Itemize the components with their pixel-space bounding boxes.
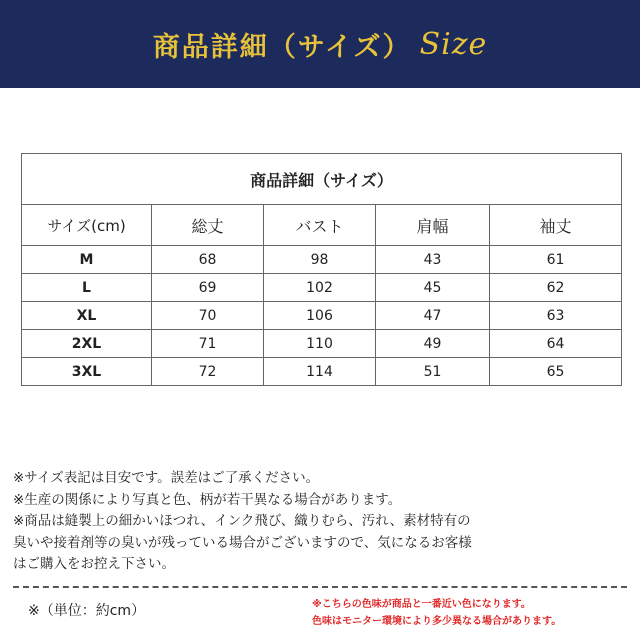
color-note-line: ※こちらの色味が商品と一番近い色になります。	[312, 599, 531, 610]
note-line: はご購入をお控え下さい。	[13, 556, 175, 572]
bust-cell: 106	[264, 302, 376, 330]
shoulder-cell: 47	[376, 302, 490, 330]
banner-title: 商品詳細（サイズ）	[152, 31, 412, 63]
length-cell: 72	[152, 358, 264, 386]
shoulder-cell: 43	[376, 246, 490, 274]
note-line: ※生産の関係により写真と色、柄が若干異なる場合があります。	[13, 491, 402, 508]
title-banner	[0, 0, 640, 88]
bust-cell: 114	[264, 358, 376, 386]
size-cell: M	[22, 246, 152, 274]
header-shoulder: 肩幅	[376, 205, 490, 246]
size-cell: L	[22, 274, 152, 302]
sleeve-cell: 65	[490, 358, 622, 386]
sleeve-cell: 61	[490, 246, 622, 274]
header-length: 総丈	[152, 205, 264, 246]
table-row	[22, 274, 622, 302]
shoulder-cell: 49	[376, 330, 490, 358]
notes-block	[13, 468, 633, 576]
sleeve-cell: 62	[490, 274, 622, 302]
table-caption: 商品詳細（サイズ）	[22, 154, 622, 205]
color-note-line: 色味はモニター環境により多少異なる場合があります。	[312, 616, 562, 627]
header-sleeve: 袖丈	[490, 205, 622, 246]
length-cell: 71	[152, 330, 264, 358]
banner-script-text: Size	[419, 26, 488, 62]
table-caption-row	[22, 154, 622, 205]
dashed-divider	[13, 586, 627, 588]
bust-cell: 110	[264, 330, 376, 358]
bust-cell: 98	[264, 246, 376, 274]
size-table	[21, 153, 622, 386]
length-cell: 70	[152, 302, 264, 330]
table-row	[22, 330, 622, 358]
length-cell: 68	[152, 246, 264, 274]
note-line: ※商品は縫製上の細かいほつれ、インク飛び、織りむら、汚れ、素材特有の	[13, 513, 471, 529]
length-cell: 69	[152, 274, 264, 302]
shoulder-cell: 51	[376, 358, 490, 386]
table-row	[22, 302, 622, 330]
header-size: サイズ(cm)	[22, 205, 152, 246]
color-note	[312, 596, 634, 630]
note-line: ※サイズ表記は目安です。誤差はご了承ください。	[13, 470, 320, 486]
table-row	[22, 358, 622, 386]
note-line: 臭いや接着剤等の臭いが残っている場合がございますので、気になるお客様	[13, 534, 472, 551]
unit-label: ※（単位：約cm）	[28, 603, 146, 619]
size-cell: XL	[22, 302, 152, 330]
size-cell: 2XL	[22, 330, 152, 358]
header-bust: バスト	[264, 205, 376, 246]
bust-cell: 102	[264, 274, 376, 302]
shoulder-cell: 45	[376, 274, 490, 302]
sleeve-cell: 63	[490, 302, 622, 330]
table-row	[22, 246, 622, 274]
sleeve-cell: 64	[490, 330, 622, 358]
table-header-row	[22, 205, 622, 246]
size-cell: 3XL	[22, 358, 152, 386]
